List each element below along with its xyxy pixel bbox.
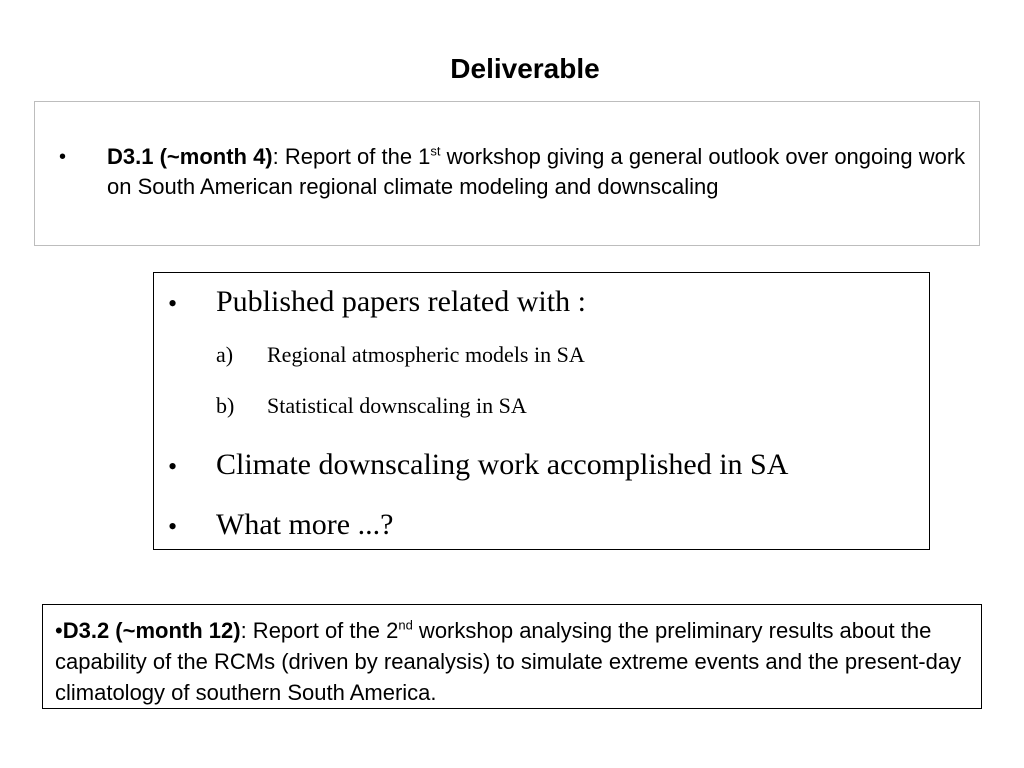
outline-item-text: Climate downscaling work accomplished in SA <box>216 448 789 481</box>
deliverable-d32-box <box>42 604 982 709</box>
bullet-marker: • <box>168 289 178 318</box>
deliverable-d31-box <box>34 101 980 246</box>
outline-item-text: Published papers related with : <box>216 285 586 318</box>
subitem-letter: a) <box>216 342 234 367</box>
deliverable-d31-desc-end: workshop giving a general outlook over ongoing work on South American regional climate modeling and downscaling <box>107 144 966 199</box>
bullet-marker: • <box>55 618 63 643</box>
outline-item-text: What more ...? <box>216 508 394 541</box>
bullet-marker: • <box>168 512 178 541</box>
slide-title: Deliverable <box>450 53 600 84</box>
deliverable-d31-label: D3.1 (~month 4) <box>107 144 273 169</box>
subitem-letter: b) <box>216 393 235 418</box>
deliverable-d32-desc-end: workshop analysing the preliminary results about the capability of the RCMs (driven by reanalysis) to simulate extreme events and the present-day climatology of southern South America. <box>55 618 962 705</box>
bullet-marker: • <box>168 452 178 481</box>
deliverable-d31-text <box>107 142 967 202</box>
deliverable-d31-desc-start: : Report of the 1 <box>272 144 431 169</box>
subitem-text: Statistical downscaling in SA <box>267 393 527 418</box>
deliverable-d32-text <box>55 615 975 708</box>
deliverable-d32-desc-start: : Report of the 2 <box>240 618 399 643</box>
ordinal-suffix: st <box>430 143 441 159</box>
bullet-marker: • <box>59 146 67 168</box>
ordinal-suffix: nd <box>398 617 413 633</box>
deliverable-d32-label: D3.2 (~month 12) <box>62 618 241 643</box>
subitem-text: Regional atmospheric models in SA <box>267 342 585 367</box>
outline-box <box>153 272 930 550</box>
